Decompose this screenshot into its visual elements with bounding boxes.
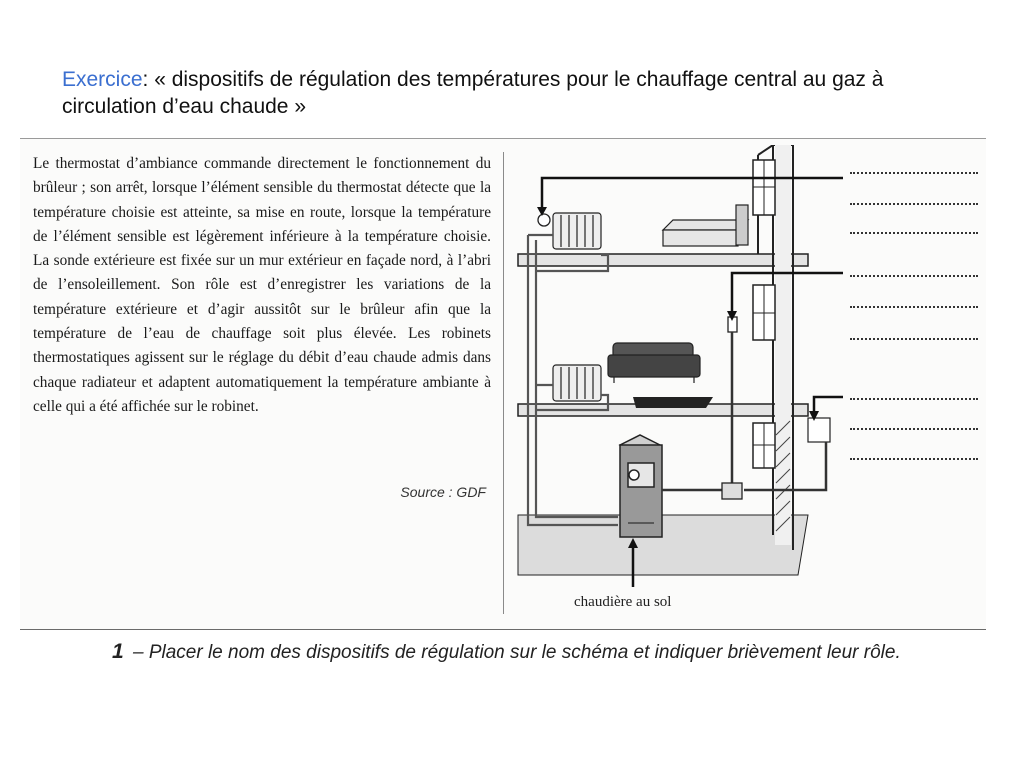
radiator-lower — [553, 365, 601, 401]
sofa-furniture — [608, 343, 700, 383]
thermostatic-valve — [538, 214, 550, 226]
explanation-paragraph: Le thermostat d’ambiance commande directement le fonctionnement du brûleur ; son arrêt, lorsque l’élément sensible du thermostat détecte que la température choisie est atteinte, sa mise en route, lorsque la température de l’élément sensible est légèrement inférieure à la température choisie. La sonde extérieure est fixée sur un mur extérieur en façade nord, à l’abri de l’ensoleillement. Son rôle est d’enregistrer les variations de la température extérieure et d’agir aussitôt sur le brûleur afin que la température de l’eau de chauffage soit plus élevée. Les robinets thermostatiques agissent sur le réglage du débit d’eau chaude admis dans chaque radiateur et adaptent automatiquement la température ambiante à celle qui a été affichée sur le robinet. — [33, 155, 491, 415]
instruction-line — [112, 640, 992, 664]
house-heating-diagram — [508, 145, 988, 595]
instruction-number: 1 — [112, 640, 124, 663]
answer-blank-4[interactable] — [850, 275, 978, 277]
answer-blank-1[interactable] — [850, 172, 978, 174]
source-credit: Source : GDF — [400, 484, 486, 500]
exercise-title — [62, 66, 982, 120]
junction-box — [722, 483, 742, 499]
column-divider — [503, 152, 504, 614]
exercise-keyword: Exercice — [62, 68, 143, 91]
answer-blank-2[interactable] — [850, 203, 978, 205]
answer-blank-5[interactable] — [850, 306, 978, 308]
rug — [633, 397, 713, 408]
instruction-text: – Placer le nom des dispositifs de régulation sur le schéma et indiquer brièvement leur rôle. — [132, 642, 901, 663]
boiler — [620, 435, 662, 537]
exercise-title-text: : « dispositifs de régulation des températures pour le chauffage central au gaz à circulation d’eau chaude » — [62, 68, 884, 118]
bed-furniture — [663, 205, 748, 246]
radiator-upper — [553, 213, 601, 249]
answer-blank-6[interactable] — [850, 338, 978, 340]
answer-blank-3[interactable] — [850, 232, 978, 234]
answer-blank-9[interactable] — [850, 458, 978, 460]
answer-blank-8[interactable] — [850, 428, 978, 430]
outdoor-sensor — [808, 418, 830, 442]
answer-blank-7[interactable] — [850, 398, 978, 400]
boiler-caption: chaudière au sol — [574, 594, 672, 610]
